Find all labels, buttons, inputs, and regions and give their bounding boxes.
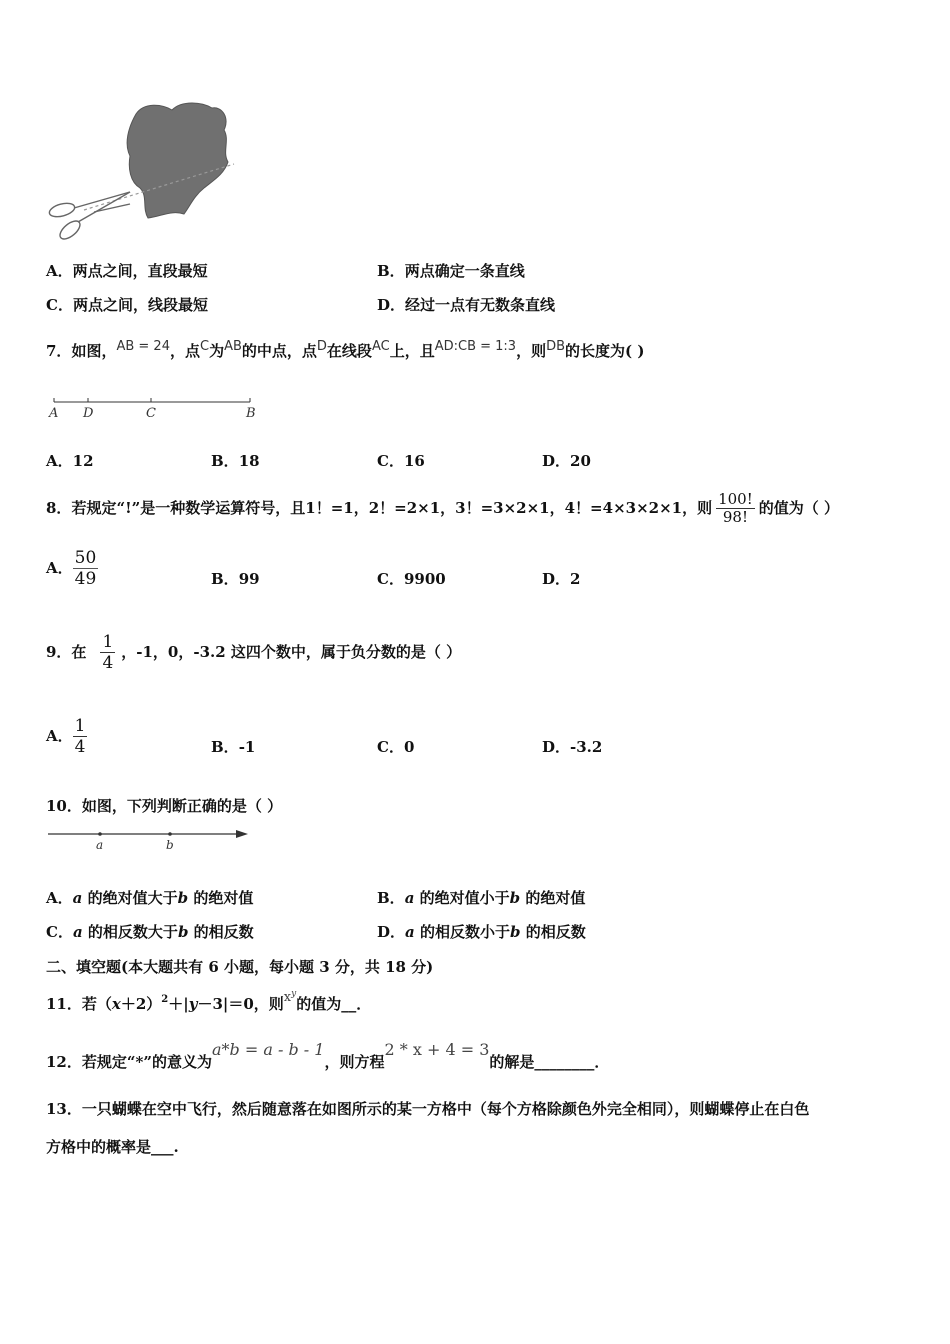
q9-option-a[interactable] — [46, 712, 87, 760]
question-number: 9．在 — [46, 643, 87, 661]
label-a: A — [49, 406, 59, 421]
option-letter: C． — [377, 452, 404, 470]
option-letter: B． — [211, 570, 239, 588]
option-text: 的绝对值大于 — [87, 889, 178, 907]
fraction-denominator: 4 — [102, 652, 114, 673]
q10-option-b[interactable] — [377, 888, 585, 908]
option-text: 两点之间，直段最短 — [72, 262, 208, 280]
math-ab-equals-24: AB = 24 — [116, 339, 170, 354]
option-text: 的相反数小于 — [419, 923, 510, 941]
fraction-100-over-98 — [716, 491, 755, 526]
option-text: 16 — [403, 452, 425, 470]
stem-text: 为 — [209, 342, 225, 360]
option-text: -1 — [238, 738, 256, 756]
power-base: x — [283, 990, 292, 1005]
label-a: a — [96, 838, 104, 852]
var-b: b — [510, 923, 521, 941]
q8-option-a[interactable] — [46, 544, 98, 592]
math-equation: 2 * x + 4 = 3 — [384, 1040, 490, 1059]
option-text: 的绝对值 — [193, 889, 254, 907]
option-letter: C． — [46, 923, 73, 941]
option-letter: A． — [46, 559, 73, 577]
option-letter: D． — [542, 452, 571, 470]
label-d: D — [83, 406, 94, 421]
q6-option-c[interactable] — [46, 295, 208, 315]
q6-option-d[interactable] — [377, 295, 555, 315]
fraction-numerator: 1 — [74, 715, 86, 736]
q7-option-a[interactable] — [46, 451, 94, 471]
fraction-numerator: 100! — [718, 489, 753, 508]
option-letter: A． — [46, 452, 73, 470]
math-segment-ac: AC — [371, 339, 390, 354]
q9-stem — [46, 628, 461, 676]
option-text: -3.2 — [570, 738, 603, 756]
var-b: b — [509, 889, 521, 907]
q10-option-a[interactable] — [46, 888, 253, 908]
math-segment-ab: AB — [224, 339, 242, 354]
exponent-2: 2 — [161, 994, 169, 1005]
option-letter: D． — [542, 738, 571, 756]
fraction-denominator: 49 — [74, 568, 97, 589]
q7-option-b[interactable] — [211, 451, 260, 471]
q8-option-b[interactable] — [211, 569, 260, 589]
q7-option-c[interactable] — [377, 451, 425, 471]
option-text: 两点之间，线段最短 — [72, 296, 208, 314]
option-letter: D． — [377, 296, 406, 314]
label-b: b — [166, 838, 174, 852]
question-number: 7． — [46, 342, 72, 360]
option-letter: D． — [542, 570, 571, 588]
fraction-numerator: 1 — [102, 631, 114, 652]
q13-stem-line-1: 13．一只蝴蝶在空中飞行，然后随意落在如图所示的某一方格中（每个方格除颜色外完全相同），则蝴蝶停止在白色 — [46, 1100, 810, 1118]
stem-text: 如图， — [71, 342, 117, 360]
q9-option-b[interactable] — [211, 737, 255, 757]
math-definition: a*b = a - b - 1 — [211, 1040, 325, 1059]
stem-text: 若规定“*”的意义为 — [81, 1053, 212, 1071]
math-segment-db: DB — [546, 339, 566, 354]
fraction-denominator: 98! — [722, 507, 748, 526]
option-text: 的绝对值小于 — [419, 889, 510, 907]
var-a: a — [405, 923, 415, 941]
stem-text: 若（ — [81, 995, 112, 1013]
var-b: b — [177, 923, 189, 941]
q10-stem — [46, 796, 282, 816]
option-text: 12 — [72, 452, 94, 470]
stem-text: ，-1，0，-3.2 这四个数中，属于负分数的是（ ） — [121, 643, 462, 661]
q13-stem-line-2: 方格中的概率是___. — [46, 1138, 179, 1156]
label-c: C — [146, 406, 156, 421]
fraction-50-over-49 — [73, 548, 99, 589]
q12-stem — [46, 1040, 610, 1072]
question-number: 10． — [46, 797, 82, 815]
q7-segment-figure — [44, 392, 264, 424]
option-letter: B． — [377, 889, 405, 907]
q6-option-a[interactable] — [46, 261, 208, 281]
option-text: 99 — [238, 570, 260, 588]
option-letter: A． — [46, 889, 73, 907]
power-exponent: y — [291, 989, 297, 999]
option-letter: D． — [377, 923, 406, 941]
option-text: 2 — [570, 570, 581, 588]
q10-option-d[interactable] — [377, 922, 586, 942]
stem-text: 如图，下列判断正确的是（ ） — [81, 797, 283, 815]
option-text: 18 — [238, 452, 260, 470]
option-text: 9900 — [403, 570, 446, 588]
stem-text: 在线段 — [326, 342, 372, 360]
stem-text: 的长度为( ) — [565, 342, 645, 360]
var-y: y — [188, 995, 198, 1013]
stem-text: ＋| — [168, 995, 189, 1013]
var-b: b — [177, 889, 189, 907]
option-letter: B． — [377, 262, 405, 280]
math-ratio: AD:CB = 1:3 — [434, 339, 517, 354]
stem-text: 上，且 — [389, 342, 435, 360]
point-a — [98, 832, 102, 836]
question-number: 8． — [46, 499, 72, 517]
stem-text: 的值为（ ） — [758, 499, 839, 517]
fraction-one-quarter — [100, 632, 115, 673]
fraction-one-quarter — [73, 716, 88, 757]
q7-stem — [46, 341, 644, 363]
option-letter: C． — [377, 570, 404, 588]
q7-option-d[interactable] — [542, 451, 591, 471]
q9-option-c[interactable] — [377, 737, 414, 757]
option-letter: C． — [377, 738, 404, 756]
point-b — [168, 832, 172, 836]
var-a: a — [404, 889, 415, 907]
q9-option-d[interactable] — [542, 737, 602, 757]
stem-text: －3|＝0，则 — [197, 995, 284, 1013]
option-letter: A． — [46, 262, 73, 280]
option-text: 的相反数大于 — [87, 923, 178, 941]
option-text: 的相反数 — [525, 923, 586, 941]
question-number: 12． — [46, 1053, 82, 1071]
option-letter: C． — [46, 296, 73, 314]
q8-option-d[interactable] — [542, 569, 580, 589]
var-x: x — [111, 995, 121, 1013]
q10-option-c[interactable] — [46, 922, 254, 942]
math-x-power-y — [284, 987, 296, 1005]
math-point-d: D — [316, 339, 327, 354]
q10-number-line-figure — [44, 824, 259, 854]
q8-stem — [46, 488, 839, 528]
var-a: a — [72, 889, 83, 907]
option-text: 20 — [570, 452, 591, 470]
option-text: 的绝对值 — [525, 889, 586, 907]
leaf-scissors-figure — [44, 92, 244, 247]
option-letter: B． — [211, 738, 239, 756]
option-text: 经过一点有无数条直线 — [405, 296, 556, 314]
stem-text: 若规定“!”是一种数学运算符号，且1！=1，2！=2×1，3！=3×2×1，4！=4×3×2×1，则 — [71, 499, 713, 517]
section-heading-fill-in: 二、填空题(本大题共有 6 小题，每小题 3 分，共 18 分) — [46, 958, 434, 976]
arrow-right-icon — [236, 830, 248, 838]
fraction-numerator: 50 — [74, 547, 97, 568]
q6-option-b[interactable] — [377, 261, 525, 281]
option-text: 0 — [403, 738, 415, 756]
label-b: B — [246, 406, 256, 421]
var-a: a — [72, 923, 83, 941]
stem-text: ，则 — [516, 342, 547, 360]
option-letter: B． — [211, 452, 239, 470]
stem-text: ＋2） — [120, 995, 162, 1013]
q8-option-c[interactable] — [377, 569, 446, 589]
option-text: 的相反数 — [193, 923, 254, 941]
fraction-denominator: 4 — [74, 736, 86, 757]
stem-text: 的解是________． — [489, 1053, 610, 1071]
math-point-c: C — [199, 339, 210, 354]
stem-text: 的值为__． — [296, 995, 372, 1013]
scissors-icon — [48, 192, 130, 242]
option-text: 两点确定一条直线 — [404, 262, 525, 280]
option-letter: A． — [46, 727, 73, 745]
stem-text: ，点 — [169, 342, 200, 360]
q11-stem — [46, 989, 372, 1017]
stem-text: ，则方程 — [324, 1053, 385, 1071]
stem-text: 的中点，点 — [241, 342, 317, 360]
question-number: 11． — [46, 995, 82, 1013]
leaf-shape — [127, 103, 228, 218]
